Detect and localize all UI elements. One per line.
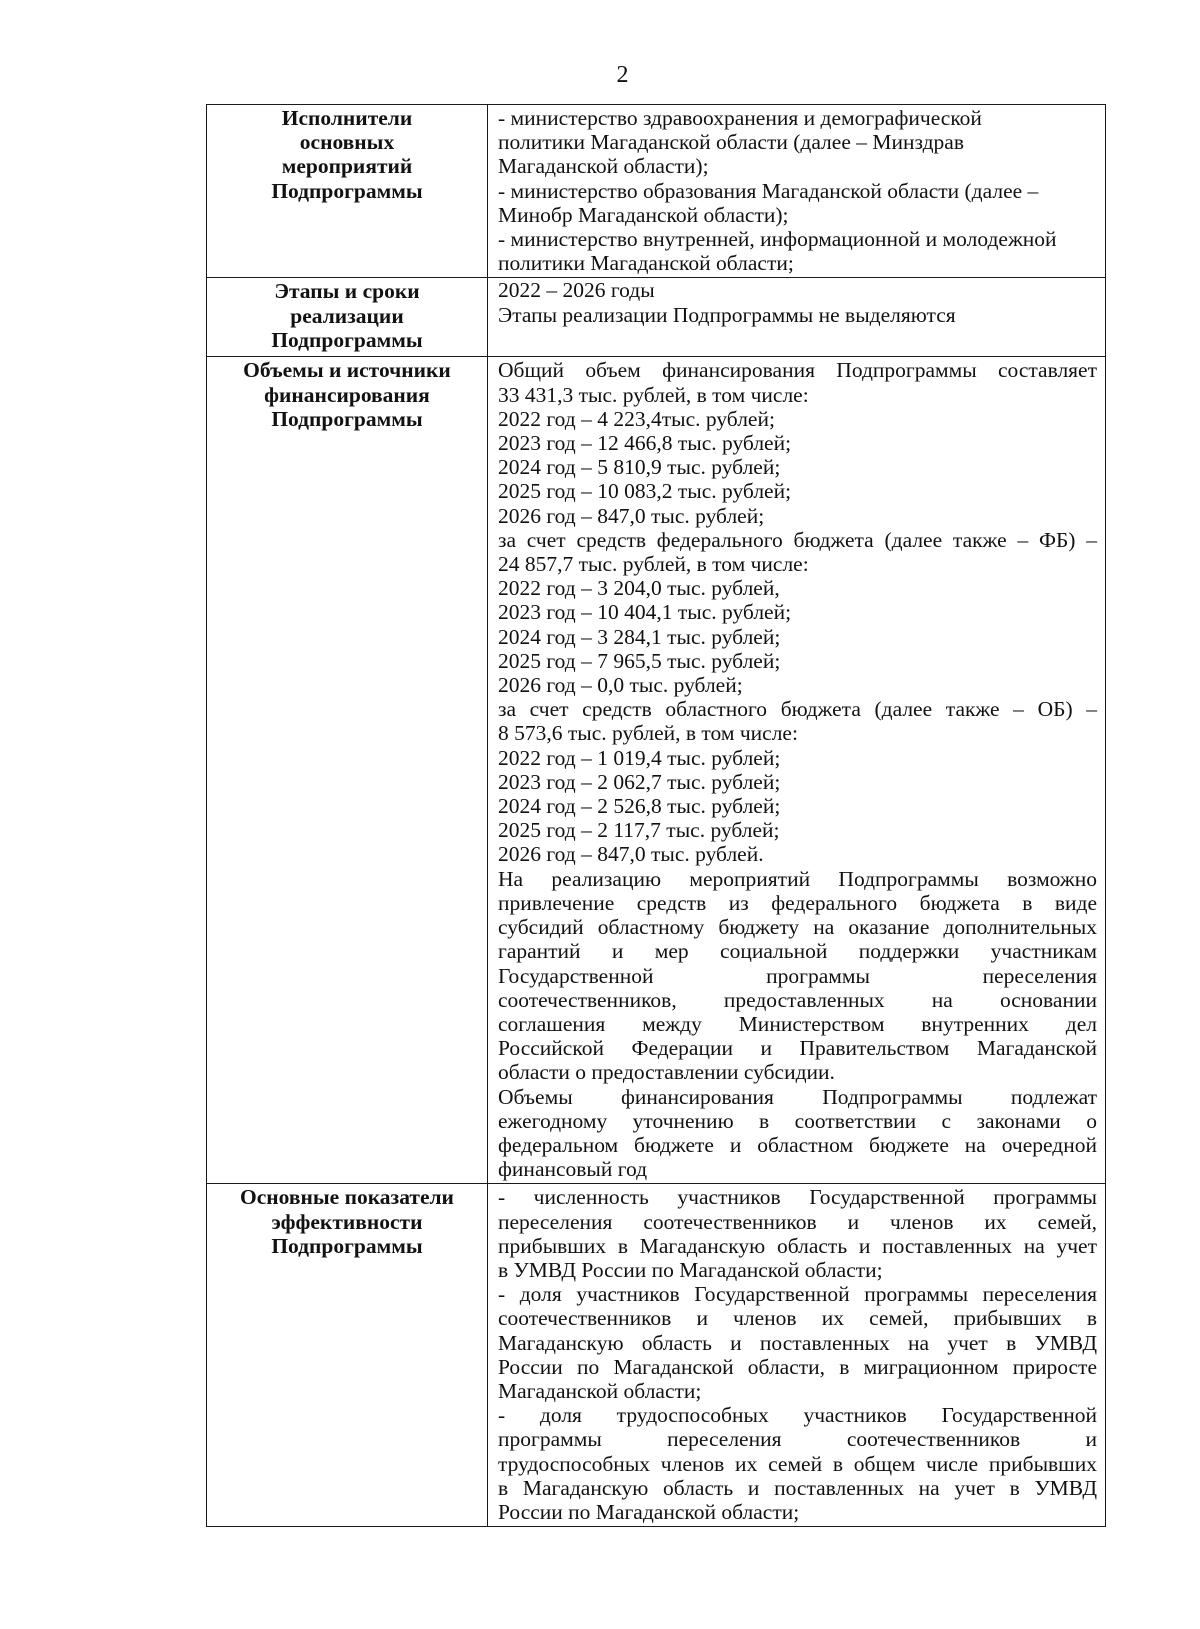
text-line: политики Магаданской области (далее – Минздрав [498, 130, 964, 155]
text-line: 2023 год – 2 062,7 тыс. рублей; [498, 769, 781, 794]
text-line: 8 573,6 тыс. рублей, в том числе: [498, 721, 798, 746]
text-line: Государственной программы переселения [498, 963, 1097, 988]
text-line: 2025 год – 10 083,2 тыс. рублей; [498, 479, 792, 504]
text-line: ежегодному уточнению в соответствии с законами о [498, 1108, 1097, 1133]
text-line: соотечественников, предоставленных на основании [498, 987, 1097, 1012]
label-line: Подпрограммы [271, 406, 423, 431]
value-cell-stages [488, 278, 1106, 357]
subprogram-passport-table [206, 104, 1106, 1527]
table-row-funding [207, 357, 1106, 1184]
text-line: финансовый год [498, 1157, 648, 1182]
text-line: Объемы финансирования Подпрограммы подлежат [498, 1084, 1097, 1109]
label-line: Этапы и сроки [274, 279, 420, 304]
text-line: 2022 год – 1 019,4 тыс. рублей; [498, 745, 781, 770]
label-cell-funding [207, 357, 488, 1184]
text-line: трудоспособных членов их семей в общем числе прибывших [498, 1451, 1097, 1476]
label-line: Подпрограммы [271, 178, 423, 203]
label-line: мероприятий [281, 154, 413, 179]
text-line: соотечественников и членов их семей, прибывших в [498, 1306, 1097, 1331]
text-line: 2023 год – 10 404,1 тыс. рублей; [498, 600, 792, 625]
text-line: Этапы реализации Подпрограммы не выделяются [498, 302, 956, 327]
value-cell-indicators [488, 1184, 1106, 1527]
label-line: Исполнители [281, 106, 413, 130]
text-line: 2022 – 2026 годы [498, 278, 655, 303]
text-line: в Магаданскую область и поставленных на учет в УМВД [498, 1475, 1097, 1500]
text-line: Минобр Магаданской области); [498, 202, 789, 227]
text-line: прибывших в Магаданскую область и поставленных на учет [498, 1233, 1097, 1258]
text-line: - министерство внутренней, информационной и молодежной [498, 227, 1057, 252]
text-line: 2025 год – 7 965,5 тыс. рублей; [498, 648, 781, 673]
text-line: 2026 год – 847,0 тыс. рублей. [498, 842, 764, 867]
text-line: России по Магаданской области, в миграционном приросте [498, 1354, 1097, 1379]
text-line: политики Магаданской области; [498, 251, 794, 276]
text-line: 2023 год – 12 466,8 тыс. рублей; [498, 431, 792, 456]
table-row-stages [207, 278, 1106, 357]
text-line: за счет средств федерального бюджета (далее также – ФБ) – [498, 527, 1097, 552]
text-line: Российской Федерации и Правительством Магаданской [498, 1036, 1097, 1061]
text-line: в УМВД России по Магаданской области; [498, 1257, 883, 1282]
label-cell-indicators [207, 1184, 488, 1527]
text-line: На реализацию мероприятий Подпрограммы возможно [498, 866, 1097, 891]
text-line: России по Магаданской области; [498, 1499, 800, 1524]
text-line: 24 857,7 тыс. рублей, в том числе: [498, 552, 809, 577]
label-line: основных [299, 130, 395, 155]
text-line: Магаданской области); [498, 154, 709, 179]
text-line: - численность участников Государственной программы [498, 1185, 1097, 1210]
label-cell-executors [207, 105, 488, 278]
text-line: 2022 год – 4 223,4тыс. рублей; [498, 406, 775, 431]
label-line: эффективности [271, 1209, 423, 1234]
text-line: - министерство образования Магаданской области (далее – [498, 178, 1039, 203]
text-line: - доля трудоспособных участников Государственной [498, 1403, 1097, 1428]
label-line: финансирования [264, 382, 430, 407]
text-line: 2026 год – 0,0 тыс. рублей; [498, 673, 743, 698]
text-line: субсидий областному бюджету на оказание дополнительных [498, 915, 1097, 940]
text-line: программы переселения соотечественников и [498, 1427, 1097, 1452]
label-line: Подпрограммы [271, 327, 423, 352]
text-line: Магаданской области; [498, 1378, 702, 1403]
text-line: 2022 год – 3 204,0 тыс. рублей, [498, 576, 780, 601]
text-line: переселения соотечественников и членов их семей, [498, 1209, 1097, 1234]
table-row-executors [207, 105, 1106, 278]
page-number: 2 [616, 62, 629, 88]
text-line: 33 431,3 тыс. рублей, в том числе: [498, 382, 809, 407]
label-cell-stages [207, 278, 488, 357]
text-line: 2024 год – 2 526,8 тыс. рублей; [498, 794, 781, 819]
text-line: за счет средств областного бюджета (далее также – ОБ) – [498, 697, 1097, 722]
text-line: - доля участников Государственной программы переселения [498, 1282, 1097, 1307]
text-line: соглашения между Министерством внутренних дел [498, 1011, 1097, 1036]
label-line: Подпрограммы [271, 1233, 423, 1258]
text-line: области о предоставлении субсидии. [498, 1060, 835, 1085]
value-cell-executors [488, 105, 1106, 278]
text-line: привлечение средств из федерального бюджета в виде [498, 890, 1097, 915]
text-line: федеральном бюджете и областном бюджете на очередной [498, 1132, 1097, 1157]
text-line: 2026 год – 847,0 тыс. рублей; [498, 503, 765, 528]
label-line: Объемы и источники [243, 358, 451, 383]
value-cell-funding [488, 357, 1106, 1184]
text-line: Общий объем финансирования Подпрограммы составляет [498, 358, 1097, 383]
text-line: 2024 год – 3 284,1 тыс. рублей; [498, 624, 781, 649]
text-line: Магаданскую область и поставленных на учет в УМВД [498, 1330, 1097, 1355]
text-line: 2024 год – 5 810,9 тыс. рублей; [498, 455, 781, 480]
table-row-indicators [207, 1184, 1106, 1527]
text-line: - министерство здравоохранения и демографической [498, 106, 982, 130]
label-line: Основные показатели [240, 1185, 454, 1210]
text-line: 2025 год – 2 117,7 тыс. рублей; [498, 818, 780, 843]
label-line: реализации [290, 303, 404, 328]
text-line: гарантий и мер социальной поддержки участникам [498, 939, 1097, 964]
